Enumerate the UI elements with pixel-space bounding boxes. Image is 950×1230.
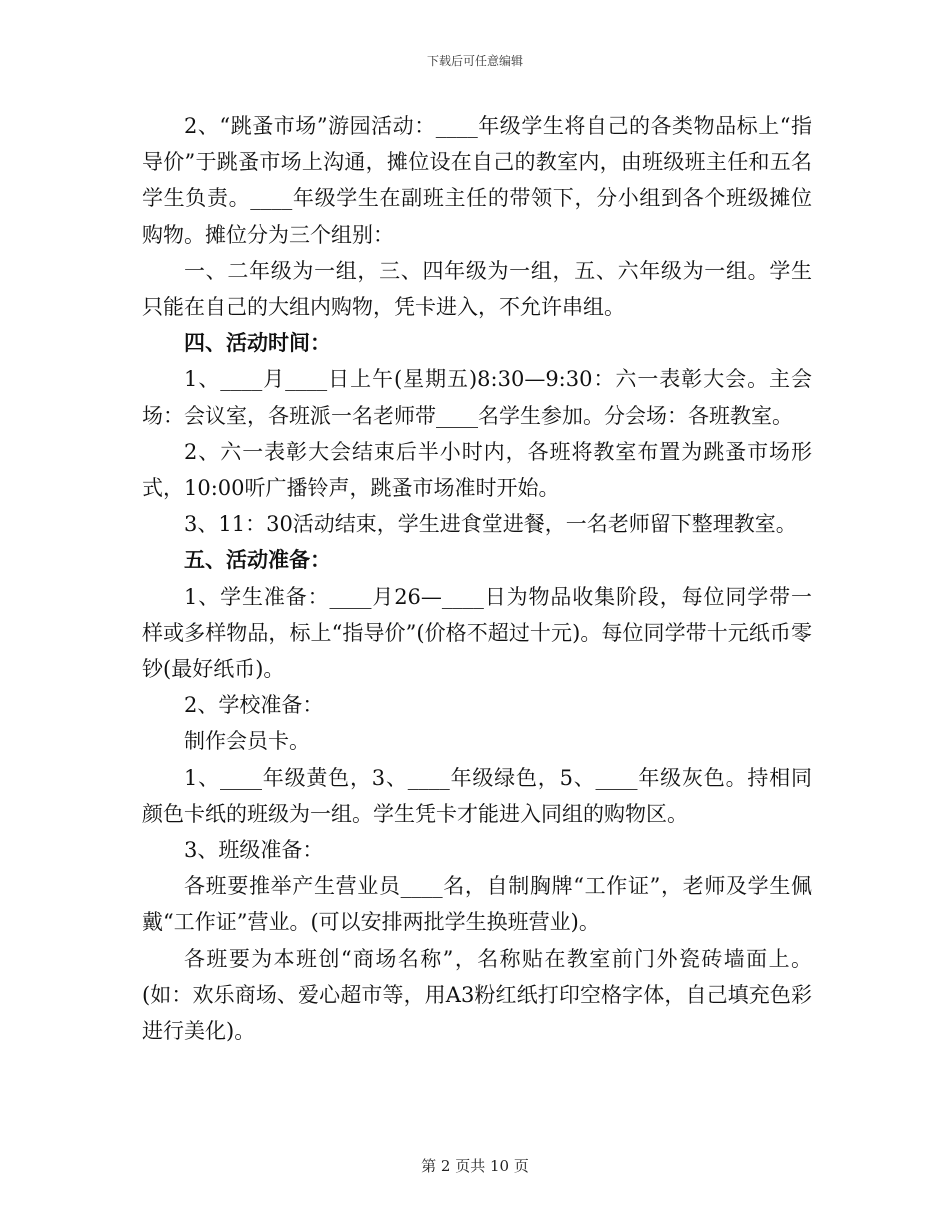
paragraph-school-prep: 2、学校准备： bbox=[184, 693, 324, 718]
heading-activity-time: 四、活动时间： bbox=[184, 330, 331, 356]
paragraph-student-prep: 1、学生准备：____月26—____日为物品收集阶段，每位同学带一样或多样物品，标上“指导价”(价格不超过十元)。每位同学带十元纸币零钞(最好纸币)。 bbox=[142, 584, 812, 682]
paragraph-time-2: 2、六一表彰大会结束后半小时内，各班将教室布置为跳蚤市场形式，10:00听广播铃声，跳蚤市场准时开始。 bbox=[142, 439, 812, 501]
paragraph-flea-market: 2、“跳蚤市场”游园活动：____年级学生将自己的各类物品标上“指导价”于跳蚤市场上沟通，摊位设在自己的教室内，由班级班主任和五名学生负责。____年级学生在副班主任的带领下，分小组到各个班级摊位购物。摊位分为三个组别： bbox=[142, 114, 812, 247]
paragraph-time-1: 1、____月____日上午(星期五)8:30—9:30：六一表彰大会。主会场：会议室，各班派一名老师带____名学生参加。分会场：各班教室。 bbox=[142, 367, 812, 428]
document-body bbox=[142, 108, 812, 1049]
paragraph-store-name: 各班要为本班创“商场名称”，名称贴在教室前门外瓷砖墙面上。(如：欢乐商场、爱心超市等，用A3粉红纸打印空格字体，自己填充色彩进行美化)。 bbox=[142, 946, 812, 1044]
paragraph-salesperson: 各班要推举产生营业员____名，自制胸牌“工作证”，老师及学生佩戴“工作证”营业。(可以安排两批学生换班营业)。 bbox=[142, 874, 812, 935]
heading-activity-prep: 五、活动准备： bbox=[184, 547, 331, 573]
paragraph-card-colors: 1、____年级黄色，3、____年级绿色，5、____年级灰色。持相同颜色卡纸的班级为一组。学生凭卡才能进入同组的购物区。 bbox=[142, 765, 812, 826]
page-footer: 第 2 页共 10 页 bbox=[421, 1157, 529, 1175]
paragraph-member-card: 制作会员卡。 bbox=[184, 729, 310, 754]
paragraph-class-prep: 3、班级准备： bbox=[184, 838, 324, 863]
page-header: 下载后可任意编辑 bbox=[426, 54, 523, 68]
paragraph-time-3: 3、11：30活动结束，学生进食堂进餐，一名老师留下整理教室。 bbox=[184, 512, 797, 537]
paragraph-groups: 一、二年级为一组，三、四年级为一组，五、六年级为一组。学生只能在自己的大组内购物，凭卡进入，不允许串组。 bbox=[142, 258, 812, 320]
